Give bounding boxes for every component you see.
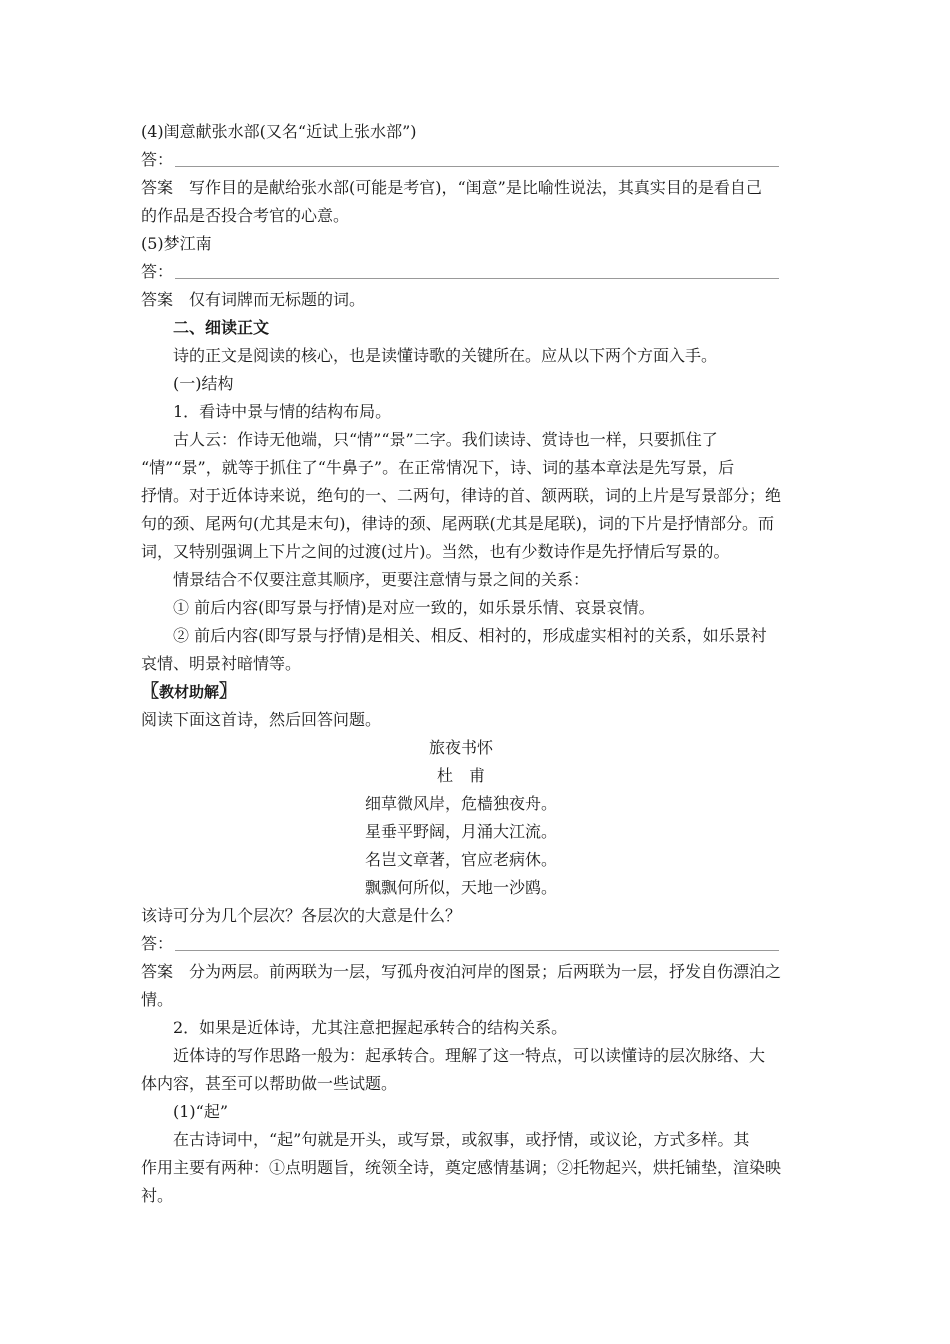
- item-4-title: (4)闺意献张水部(又名“近试上张水部”): [141, 122, 417, 141]
- answer-label: 答：: [141, 934, 174, 953]
- document-body: [141, 118, 781, 1210]
- paragraph-line: 句的颈、尾两句(尤其是末句)，律诗的颈、尾两联(尤其是尾联)，词的下片是抒情部分。而: [141, 514, 774, 533]
- point-heading: 2．如果是近体诗，尤其注意把握起承转合的结构关系。: [173, 1018, 568, 1037]
- paragraph-line: 作用主要有两种：①点明题旨，统领全诗，奠定感情基调；②托物起兴，烘托铺垫，渲染映: [141, 1158, 782, 1177]
- poem-title: 旅夜书怀: [428, 738, 493, 757]
- paragraph-line: 哀情、明景衬暗情等。: [141, 654, 302, 673]
- paragraph-line: ② 前后内容(即写景与抒情)是相关、相反、相衬的，形成虚实相衬的关系，如乐景衬: [173, 626, 767, 645]
- section-heading: 二、细读正文: [173, 318, 270, 337]
- answer-rule: [175, 278, 779, 279]
- subsection-heading: (一)结构: [173, 374, 234, 393]
- answer-text-line: 答案 分为两层。前两联为一层，写孤舟夜泊河岸的图景；后两联为一层，抒发自伤漂泊之: [141, 962, 782, 981]
- paragraph-line: “情”“景”，就等于抓住了“牛鼻子”。在正常情况下，诗、词的基本章法是先写景，后: [141, 458, 735, 477]
- answer-label: 答：: [141, 150, 174, 169]
- paragraph-line: ① 前后内容(即写景与抒情)是对应一致的，如乐景乐情、哀景哀情。: [173, 598, 655, 617]
- paragraph-line: 诗的正文是阅读的核心，也是读懂诗歌的关键所在。应从以下两个方面入手。: [173, 346, 718, 365]
- label-text: 教材助解: [159, 683, 220, 701]
- poem-line: 星垂平野阔，月涌大江流。: [364, 822, 557, 841]
- bracket-close: 〗: [219, 681, 238, 702]
- answer-rule: [175, 950, 779, 951]
- paragraph-line: 在古诗词中，“起”句就是开头，或写景，或叙事，或抒情，或议论，方式多样。其: [173, 1130, 750, 1149]
- poem-line: 飘飘何所似，天地一沙鸥。: [364, 878, 557, 897]
- paragraph-line: 衬。: [141, 1186, 174, 1205]
- item-5-title: (5)梦江南: [141, 234, 212, 253]
- answer-label: 答：: [141, 262, 174, 281]
- paragraph-line: 情景结合不仅要注意其顺序，更要注意情与景之间的关系：: [173, 570, 590, 589]
- answer-text-line: 答案 写作目的是献给张水部(可能是考官)，“闺意”是比喻性说法，其真实目的是看自己: [141, 178, 762, 197]
- answer-blank-2: [141, 258, 781, 286]
- subpoint-heading: (1)“起”: [173, 1102, 229, 1121]
- paragraph-line: 体内容，甚至可以帮助做一些试题。: [141, 1074, 398, 1093]
- answer-text-line: 情。: [141, 990, 174, 1009]
- answer-blank-1: [141, 146, 781, 174]
- poem-line: 名岂文章著，官应老病休。: [364, 850, 557, 869]
- textbook-help-label: [141, 678, 781, 706]
- answer-rule: [175, 166, 779, 167]
- answer-text-line: 的作品是否投合考官的心意。: [141, 206, 350, 225]
- question: 该诗可分为几个层次？各层次的大意是什么？: [141, 906, 462, 925]
- bracket-open: 〖: [141, 681, 159, 702]
- question-intro: 阅读下面这首诗，然后回答问题。: [141, 710, 382, 729]
- poem-author: 杜 甫: [436, 766, 485, 785]
- answer-blank-3: [141, 930, 781, 958]
- paragraph-line: 抒情。对于近体诗来说，绝句的一、二两句，律诗的首、颔两联，词的上片是写景部分；绝: [141, 486, 782, 505]
- point-heading: 1．看诗中景与情的结构布局。: [173, 402, 392, 421]
- paragraph-line: 古人云：作诗无他端，只“情”“景”二字。我们读诗、赏诗也一样，只要抓住了: [173, 430, 718, 449]
- poem-line: 细草微风岸，危樯独夜舟。: [364, 794, 557, 813]
- paragraph-line: 词，又特别强调上下片之间的过渡(过片)。当然，也有少数诗作是先抒情后写景的。: [141, 542, 730, 561]
- answer-text-line: 答案 仅有词牌而无标题的词。: [141, 290, 366, 309]
- paragraph-line: 近体诗的写作思路一般为：起承转合。理解了这一特点，可以读懂诗的层次脉络、大: [173, 1046, 766, 1065]
